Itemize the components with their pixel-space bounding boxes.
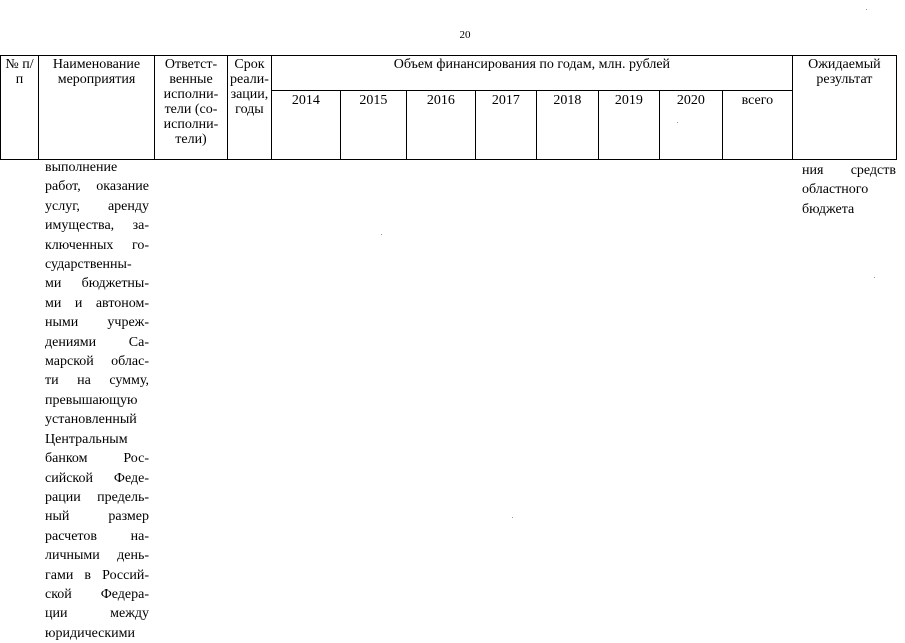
measure-name-line: марской облас-	[45, 354, 149, 370]
measure-name-line: ми и автоном-	[45, 295, 149, 311]
expected-result-line: ния средств	[802, 163, 896, 178]
expected-result-line: бюджета	[802, 201, 855, 217]
expected-result-cell	[802, 161, 896, 219]
header-year: 2016	[406, 91, 475, 160]
measure-name-line: ской Федера-	[45, 586, 149, 602]
measure-name-line: установленный	[45, 412, 137, 428]
measure-name-line: расчетов на-	[45, 528, 149, 544]
header-year: 2017	[475, 91, 536, 160]
header-year: 2015	[340, 91, 406, 160]
measure-name-line: работ, оказание	[45, 179, 149, 195]
measure-name-line: юридическими	[45, 625, 136, 641]
measure-name-cell	[45, 158, 149, 643]
measure-name-line: превышающую	[45, 392, 138, 408]
measure-name-line: имущества, за-	[45, 218, 149, 234]
measure-name-line: ции между	[45, 606, 149, 622]
measure-name-line: сударственны-	[45, 257, 132, 273]
header-year: 2018	[536, 91, 598, 160]
measure-name-line: выполнение	[45, 160, 118, 175]
header-term: Срок реали-зации, годы	[228, 56, 272, 160]
measure-name-line: ключенных го-	[45, 237, 149, 253]
header-year: 2019	[598, 91, 659, 160]
measure-name-line: личными день-	[45, 548, 149, 564]
page-number: 20	[459, 29, 471, 41]
measure-name-line: гами в Россий-	[45, 567, 149, 583]
header-expected-result: Ожидаемый результат	[792, 56, 896, 160]
measure-name-line: ти на сумму,	[45, 373, 149, 389]
scan-speck	[381, 234, 382, 235]
measure-name-line: сийской Феде-	[45, 470, 149, 486]
measure-name-line: ными учреж-	[45, 315, 149, 331]
funding-table	[0, 55, 897, 160]
header-number: № п/п	[1, 56, 39, 160]
header-measure-name: Наименование мероприятия	[39, 56, 155, 160]
header-year: 2020	[659, 91, 722, 160]
measure-name-line: рации предель-	[45, 489, 149, 505]
measure-name-line: ный размер	[45, 509, 149, 525]
scan-speck	[866, 9, 867, 10]
measure-name-line: Центральным	[45, 431, 128, 447]
measure-name-line: банком Рос-	[45, 451, 149, 467]
measure-name-line: ми бюджетны-	[45, 276, 149, 292]
measure-name-line: услуг, аренду	[45, 198, 149, 214]
scan-speck	[512, 517, 513, 518]
header-responsible: Ответст-венные исполни-тели (со-исполни-тели)	[155, 56, 228, 160]
expected-result-line: областного	[802, 182, 869, 198]
header-year: 2014	[271, 91, 340, 160]
header-funding: Объем финансирования по годам, млн. рублей	[271, 56, 792, 91]
measure-name-line: дениями Са-	[45, 334, 149, 350]
header-total: всего	[722, 91, 792, 160]
scan-speck	[874, 277, 875, 278]
